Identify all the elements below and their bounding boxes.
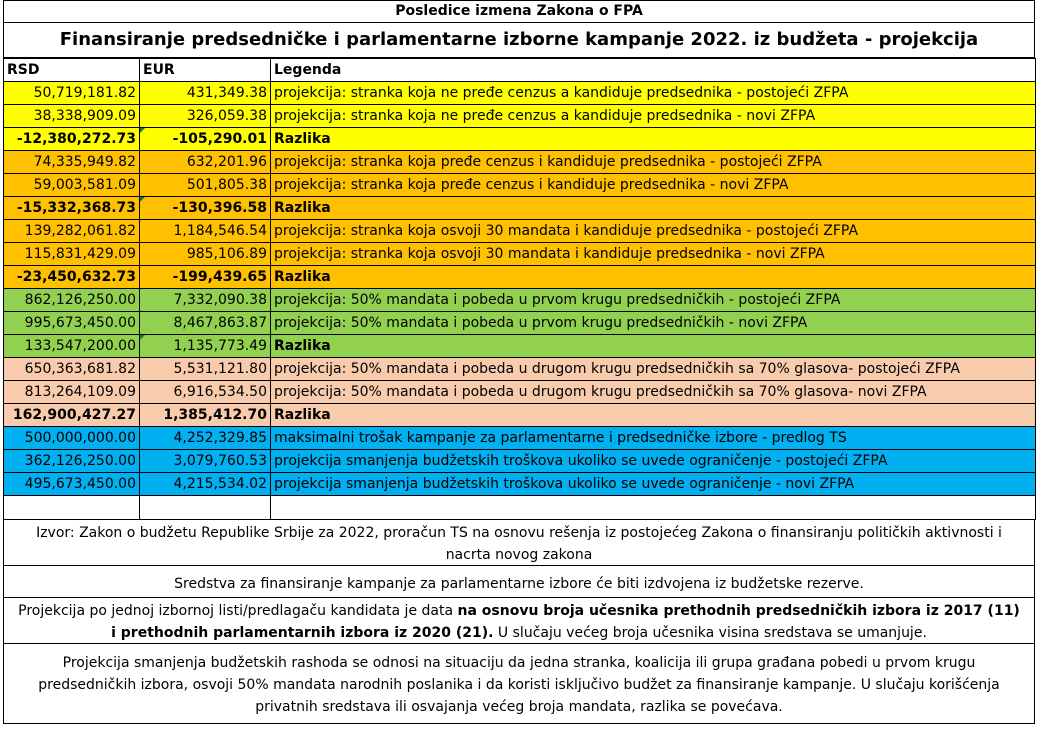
header-legend[interactable]: Legenda [271,59,1036,82]
cell-rsd[interactable]: 115,831,429.09 [4,243,140,266]
cell-eur[interactable]: 632,201.96 [140,151,271,174]
cell-eur[interactable]: 1,184,546.54 [140,220,271,243]
table-row [4,381,1036,404]
cell-rsd[interactable]: 813,264,109.09 [4,381,140,404]
cell-eur[interactable]: 4,252,329.85 [140,427,271,450]
cell-rsd[interactable]: 362,126,250.00 [4,450,140,473]
sheet-subtitle: Finansiranje predsedničke i parlamentarne izborne kampanje 2022. iz budžeta - projekcija [3,23,1035,58]
header-eur[interactable]: EUR [140,59,271,82]
table-row [4,197,1036,220]
cell-rsd[interactable]: 650,363,681.82 [4,358,140,381]
header-rsd[interactable]: RSD [4,59,140,82]
cell-eur[interactable]: 4,215,534.02 [140,473,271,496]
sheet-title: Posledice izmena Zakona o FPA [3,0,1035,23]
cell-legend[interactable]: projekcija: stranka koja osvoji 30 mandata i kandiduje predsednika - novi ZFPA [271,243,1036,266]
cell-rsd[interactable]: -15,332,368.73 [4,197,140,220]
cell-eur[interactable]: 3,079,760.53 [140,450,271,473]
table-row [4,450,1036,473]
table-row [4,105,1036,128]
cell-legend[interactable]: Razlika [271,197,1036,220]
table-row [4,358,1036,381]
cell-legend[interactable]: projekcija: stranka koja ne pređe cenzus a kandiduje predsednika - novi ZFPA [271,105,1036,128]
table-row [4,335,1036,358]
cell-rsd[interactable]: 50,719,181.82 [4,82,140,105]
cell-legend[interactable]: projekcija: stranka koja ne pređe cenzus a kandiduje predsednika - postojeći ZFPA [271,82,1036,105]
header-row [4,59,1036,82]
cell-eur[interactable] [140,496,271,520]
cell-legend[interactable]: maksimalni trošak kampanje za parlamentarne i predsedničke izbore - predlog TS [271,427,1036,450]
table-row [4,243,1036,266]
table-row [4,174,1036,197]
cell-rsd[interactable]: 862,126,250.00 [4,289,140,312]
table-row [4,312,1036,335]
table-row [4,82,1036,105]
cell-legend[interactable]: Razlika [271,335,1036,358]
cell-rsd[interactable]: 162,900,427.27 [4,404,140,427]
table-row [4,404,1036,427]
data-table [3,58,1036,520]
cell-eur[interactable]: 7,332,090.38 [140,289,271,312]
reserve-note: Sredstva za finansiranje kampanje za parlamentarne izbore će biti izdvojena iz budžetske rezerve. [3,566,1035,598]
cell-eur[interactable]: 326,059.38 [140,105,271,128]
source-note: Izvor: Zakon o budžetu Republike Srbije za 2022, proračun TS na osnovu rešenja iz postojećeg Zakona o finansiranju političkih aktivnosti i nacrta novog zakona [3,520,1035,566]
cell-eur[interactable]: 985,106.89 [140,243,271,266]
cell-eur[interactable]: -199,439.65 [140,266,271,289]
cell-legend[interactable]: projekcija: stranka koja pređe cenzus i kandiduje predsednika - postojeći ZFPA [271,151,1036,174]
table-row [4,128,1036,151]
cell-rsd[interactable]: 38,338,909.09 [4,105,140,128]
cell-eur[interactable]: 1,385,412.70 [140,404,271,427]
cell-rsd[interactable]: 139,282,061.82 [4,220,140,243]
cell-eur[interactable]: 431,349.38 [140,82,271,105]
cell-rsd[interactable]: -12,380,272.73 [4,128,140,151]
spreadsheet [3,0,1035,724]
table-row [4,289,1036,312]
cell-rsd[interactable]: 59,003,581.09 [4,174,140,197]
table-row [4,473,1036,496]
cell-legend[interactable]: projekcija: stranka koja pređe cenzus i kandiduje predsednika - novi ZFPA [271,174,1036,197]
cell-eur[interactable]: 501,805.38 [140,174,271,197]
projection-note-end: U slučaju većeg broja učesnika visina sredstava se umanjuje. [493,625,927,641]
cell-eur[interactable]: -130,396.58 [140,197,271,220]
table-row [4,266,1036,289]
cell-legend[interactable]: projekcija: 50% mandata i pobeda u prvom krugu predsedničkih - postojeći ZFPA [271,289,1036,312]
cell-legend[interactable]: projekcija: 50% mandata i pobeda u prvom krugu predsedničkih - novi ZFPA [271,312,1036,335]
cell-legend[interactable]: Razlika [271,128,1036,151]
cell-rsd[interactable]: 74,335,949.82 [4,151,140,174]
cell-legend[interactable]: projekcija smanjenja budžetskih troškova ukoliko se uvede ograničenje - novi ZFPA [271,473,1036,496]
projection-note [3,598,1035,644]
table-row [4,220,1036,243]
cell-legend[interactable] [271,496,1036,520]
cell-rsd[interactable]: 500,000,000.00 [4,427,140,450]
cell-rsd[interactable]: 133,547,200.00 [4,335,140,358]
cell-eur[interactable]: 5,531,121.80 [140,358,271,381]
cell-eur[interactable]: 1,135,773.49 [140,335,271,358]
cell-rsd[interactable]: -23,450,632.73 [4,266,140,289]
cell-rsd[interactable] [4,496,140,520]
cell-eur[interactable]: 8,467,863.87 [140,312,271,335]
table-row [4,496,1036,520]
cell-eur[interactable]: -105,290.01 [140,128,271,151]
cell-legend[interactable]: Razlika [271,266,1036,289]
cell-legend[interactable]: projekcija: 50% mandata i pobeda u drugom krugu predsedničkih sa 70% glasova- novi ZFPA [271,381,1036,404]
cell-legend[interactable]: projekcija: stranka koja osvoji 30 mandata i kandiduje predsednika - postojeći ZFPA [271,220,1036,243]
cell-eur[interactable]: 6,916,534.50 [140,381,271,404]
cell-rsd[interactable]: 495,673,450.00 [4,473,140,496]
table-row [4,151,1036,174]
projection-note-bold: na osnovu broja učesnika prethodnih predsedničkih izbora iz 2017 (11) i prethodnih parlamentarnih izbora iz 2020 (21). [111,603,1020,641]
cell-legend[interactable]: projekcija: 50% mandata i pobeda u drugom krugu predsedničkih sa 70% glasova- postojeći ZFPA [271,358,1036,381]
reduction-note: Projekcija smanjenja budžetskih rashoda se odnosi na situaciju da jedna stranka, koalicija ili grupa građana pobedi u prvom krugu predsedničkih izbora, osvoji 50% mandata narodnih poslanika i da koristi isključivo budžet za finansiranje kampanje. U slučaju korišćenja privatnih sredstava ili osvajanja većeg broja mandata, razlika se povećava. [3,644,1035,724]
cell-legend[interactable]: Razlika [271,404,1036,427]
projection-note-start: Projekcija po jednoj izbornoj listi/predlagaču kandidata je data [18,603,458,619]
cell-rsd[interactable]: 995,673,450.00 [4,312,140,335]
cell-legend[interactable]: projekcija smanjenja budžetskih troškova ukoliko se uvede ograničenje - postojeći ZFPA [271,450,1036,473]
table-row [4,427,1036,450]
